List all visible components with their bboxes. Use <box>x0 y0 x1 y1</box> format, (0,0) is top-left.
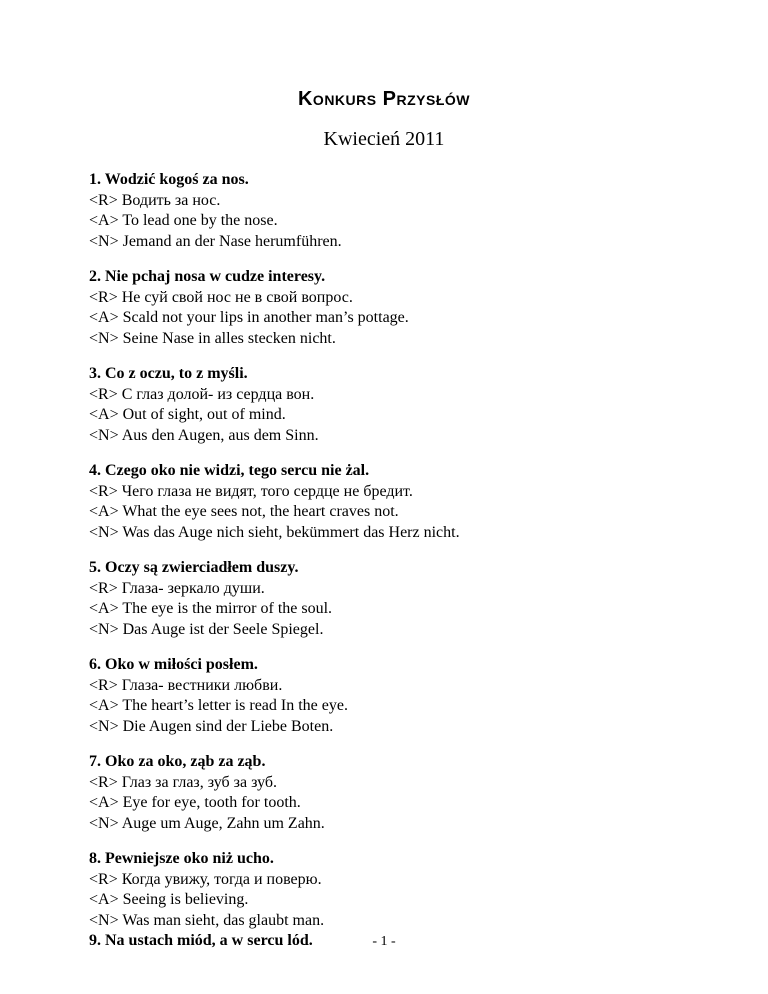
proverb-polish: 3. Co z oczu, to z myśli. <box>89 365 248 382</box>
proverb-english: <A> Eye for eye, tooth for tooth. <box>89 794 301 811</box>
proverb-polish: 4. Czego oko nie widzi, tego sercu nie żal. <box>89 462 370 479</box>
proverb-polish: 8. Pewniejsze oko niż ucho. <box>89 850 274 867</box>
proverb-polish: 6. Oko w miłości posłem. <box>89 656 258 673</box>
proverb-german: <N> Was das Auge nich sieht, bekümmert das Herz nicht. <box>89 523 460 541</box>
proverb-german: <N> Jemand an der Nase herumführen. <box>89 232 342 250</box>
proverb-russian: <R> Глаза- вестники любви. <box>89 676 283 694</box>
proverb-russian: <R> Когда увижу, тогда и поверю. <box>89 870 322 888</box>
proverb-polish: 9. Na ustach miód, a w sercu lód. <box>89 932 313 949</box>
proverb-russian: <R> Чего глаза не видят, того сердце не бредит. <box>89 482 413 500</box>
proverb-english: <A> To lead one by the nose. <box>89 212 278 229</box>
proverb-entry <box>89 752 689 834</box>
proverb-list <box>89 170 689 952</box>
proverb-entry <box>89 461 689 543</box>
proverb-english: <A> Out of sight, out of mind. <box>89 406 286 423</box>
proverb-entry <box>89 849 689 931</box>
page-number: - 1 - <box>372 934 396 949</box>
proverb-entry <box>89 170 689 252</box>
proverb-german: <N> Aus den Augen, aus dem Sinn. <box>89 426 319 444</box>
proverb-german: <N> Was man sieht, das glaubt man. <box>89 911 325 929</box>
proverb-entry <box>89 364 689 446</box>
proverb-russian: <R> Не суй свой нос не в свой вопрос. <box>89 288 353 306</box>
document-subtitle: Kwiecień 2011 <box>323 128 445 150</box>
document-title: Konkurs Przysłów <box>297 88 470 110</box>
proverb-polish: 1. Wodzić kogoś za nos. <box>89 171 249 188</box>
proverb-english: <A> Scald not your lips in another man’s pottage. <box>89 309 409 326</box>
proverb-polish: 2. Nie pchaj nosa w cudze interesy. <box>89 268 326 285</box>
proverb-english: <A> The eye is the mirror of the soul. <box>89 600 333 617</box>
proverb-english: <A> The heart’s letter is read In the eye. <box>89 697 348 714</box>
proverb-german: <N> Seine Nase in alles stecken nicht. <box>89 329 336 347</box>
proverb-english: <A> Seeing is believing. <box>89 891 249 908</box>
proverb-russian: <R> Глаз за глаз, зуб за зуб. <box>89 773 277 791</box>
proverb-english: <A> What the eye sees not, the heart craves not. <box>89 503 399 520</box>
proverb-russian: <R> Глаза- зеркало души. <box>89 579 265 597</box>
proverb-german: <N> Das Auge ist der Seele Spiegel. <box>89 620 324 638</box>
proverb-russian: <R> Водить за нос. <box>89 191 221 209</box>
proverb-russian: <R> С глаз долой- из сердца вон. <box>89 385 315 403</box>
proverb-polish: 7. Oko za oko, ząb za ząb. <box>89 753 266 770</box>
proverb-entry <box>89 655 689 737</box>
proverb-entry <box>89 558 689 640</box>
proverb-german: <N> Die Augen sind der Liebe Boten. <box>89 717 334 735</box>
proverb-entry <box>89 267 689 349</box>
proverb-polish: 5. Oczy są zwierciadłem duszy. <box>89 559 299 576</box>
proverb-german: <N> Auge um Auge, Zahn um Zahn. <box>89 814 325 832</box>
